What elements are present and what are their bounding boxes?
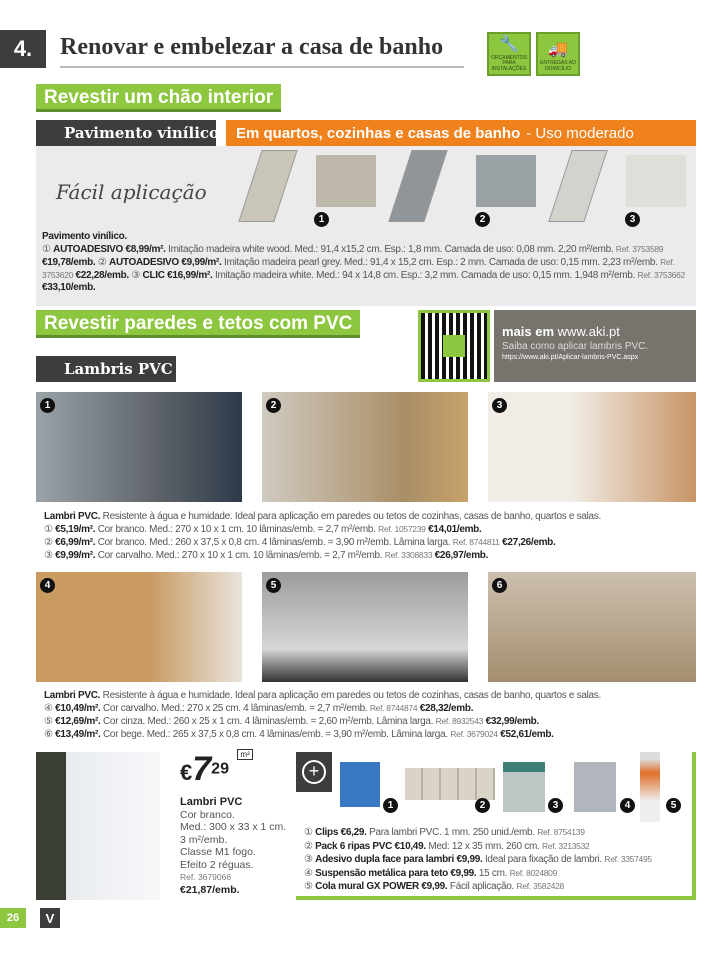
lambris-group1-text [44,511,700,562]
web-info-box[interactable] [494,310,696,382]
badge: 4 [620,798,635,813]
floor-sample-2 [476,155,536,207]
item-total: €14,01/emb. [428,524,482,535]
detail-line: 3 m²/emb. [180,833,228,846]
photo-kitchen [488,392,696,502]
badge: 2 [266,398,281,413]
walls-banner: Revestir paredes e tetos com PVC [36,310,360,338]
plus-icon: + [302,760,326,784]
page-number: 26 [0,908,26,928]
item-ref: Ref. 3213532 [541,840,590,851]
item-desc: Para lambri PVC. 1 mm. 250 unid./emb. [369,827,535,838]
item-ref: Ref. 8744811 [452,537,500,547]
item-ref: Ref. 3753662 [637,270,685,280]
item-ref: Ref. 1057239 [378,524,426,534]
site-link[interactable]: www.aki.pt [557,324,620,339]
badge: 2 [475,212,490,227]
badge: 3 [548,798,563,813]
floor-heading: Pavimento vinílico. [42,231,127,242]
item-desc: Cor carvalho. Med.: 270 x 25 cm. 4 lâminas/emb. = 2,7 m²/emb. [103,703,368,714]
detail-line: Cor branco. [180,808,235,821]
handwritten-note: Fácil aplicação [56,180,207,204]
rooms-text: Em quartos, cozinhas e casas de banho [236,124,521,142]
item-ref: Ref. 8932543 [435,716,484,726]
item-name: Suspensão metálica para teto €9,99. [315,867,477,879]
item-total: €28,32/emb. [419,703,474,714]
featured-details [180,796,286,896]
intro-bold: Lambri PVC. [44,690,101,701]
item-number: ② [97,257,107,268]
currency: € [180,760,193,785]
glue-tube-image [640,752,660,822]
badge: 3 [492,398,507,413]
intro: Resistente à água e humidade. Ideal para aplicação em paredes ou tetos de cozinhas, casas de banho, quartos e salas. [102,511,601,522]
price-int: 7 [192,750,212,788]
photo-living-room [36,392,242,502]
item-desc: Ideal para fixação de lambri. [484,854,602,865]
item-number: ① [44,524,53,535]
service-delivery-badge [536,32,580,76]
item-price: €9,99/m². [55,550,96,561]
price-unit: m² [237,749,252,760]
photo-bedroom [262,392,468,502]
item-ref: Ref. 3357495 [604,854,652,864]
item-name: Pack 6 ripas PVC €10,49. [315,840,426,852]
item-total: €27,26/emb. [502,537,556,548]
badge: 6 [492,578,507,593]
service-budget-badge [487,32,531,76]
item-desc: 15 cm. [478,867,508,879]
item-number: ④ [304,867,313,879]
item-total: €26,97/emb. [434,550,489,561]
featured-total: €21,87/emb. [180,883,240,896]
item-desc: Imitação madeira white. Med.: 94 x 14,8 cm. Esp.: 3,2 mm. Camada de uso: 0,15 mm. 1,948 m²/emb. [215,270,636,281]
item-ref: Ref. 3753589 [615,244,664,254]
floor-description [42,231,692,294]
web-subtitle: Saiba como aplicar lambris PVC. [502,341,649,352]
truck-icon: 🚚 [548,41,568,58]
item-name: AUTOADESIVO €9,99/m². [109,257,222,268]
item-desc: Fácil aplicação. [449,881,515,892]
lambris-label: Lambris PVC [36,356,176,382]
wrench-document-icon: 🔧 [499,35,519,53]
qr-logo-icon [443,335,465,357]
badge: 1 [383,798,398,813]
suspension-image [574,762,616,812]
item-desc: Cor branco. Med.: 260 x 37,5 x 0,8 cm. 4 lâminas/emb. = 3,90 m²/emb. Lâmina larga. [97,537,451,548]
photo-grey-room [262,572,468,682]
usage-bar [226,120,696,146]
item-ref: Ref. 3679024 [450,729,498,739]
web-url[interactable]: https://www.aki.pt/Aplicar-lambris-PVC.aspx [502,354,639,361]
intro: Resistente à água e humidade. Ideal para aplicação em paredes ou tetos de cozinhas, casas de banho, quartos e salas. [102,690,601,701]
photo-bathroom [488,572,696,682]
service-label: ORÇAMENTOS PARA INSTALAÇÕES [491,54,527,72]
badge: 2 [475,798,490,813]
item-number: ③ [131,270,141,281]
item-price: €6,99/m². [55,537,96,548]
item-price: €19,78/emb. [42,257,96,268]
item-desc: Imitação madeira pearl grey. Med.: 91,4 x 15,2 cm. Esp.: 2 mm. Camada de uso: 0,15 mm. 2,23 m²/emb. [223,257,658,268]
ripas-image [405,768,495,800]
item-number: ④ [44,703,53,714]
item-desc: Med: 12 x 35 mm. 260 cm. [428,840,540,852]
item-name: Cola mural GX POWER €9,99. [315,881,448,892]
item-number: ⑤ [44,716,53,727]
item-number: ① [304,827,313,838]
item-number: ③ [304,854,313,865]
item-ref: Ref. 3753620 [42,257,675,280]
item-price: €5,19/m². [55,524,96,535]
item-number: ② [304,840,313,852]
qr-code[interactable] [418,310,490,382]
detail-line: Med.: 300 x 33 x 1 cm. [180,821,287,833]
photo-white-lambri [36,752,160,900]
item-name: AUTOADESIVO €8,99/m². [53,244,166,255]
more-label: mais em [502,324,555,339]
photo-oak-wall [36,572,242,682]
item-number: ① [42,244,51,255]
item-price: €33,10/emb. [42,282,96,293]
badge: 5 [666,798,681,813]
floor-sample-3 [626,155,686,207]
item-desc: Imitação madeira white wood. Med.: 91,4 x15,2 cm. Esp.: 1,8 mm. Camada de uso: 0,08 mm. 2,20 m²/emb. [168,244,614,255]
intro-bold: Lambri PVC. [44,511,101,522]
item-price: €13,49/m². [55,729,101,740]
item-price: €22,28/emb. [75,270,129,281]
badge: 5 [266,578,281,593]
detail-line: Efeito 2 réguas. [180,858,254,871]
accessories-list [304,826,652,894]
service-label: ENTREGAS AO DOMICÍLIO [540,60,576,72]
item-price: €12,69/m². [55,716,101,727]
item-name: CLIC €16,99/m². [142,270,213,281]
featured-name: Lambri PVC [180,796,243,808]
page-title: Renovar e embelezar a casa de banho [60,34,444,60]
badge: 1 [314,212,329,227]
brand-logo: V [40,908,60,928]
section-number: 4. [0,30,46,68]
item-number: ③ [44,550,53,561]
badge: 1 [40,398,55,413]
usage-text: - Uso moderado [526,124,634,142]
item-desc: Cor carvalho. Med.: 270 x 10 x 1 cm. 10 lâminas/emb. = 2,7 m²/emb. [97,550,383,561]
adhesive-image [503,762,545,812]
item-ref: Ref. 8754139 [537,827,585,837]
badge: 4 [40,578,55,593]
item-number: ⑤ [304,881,313,892]
item-ref: Ref. 8744874 [369,703,418,713]
item-ref: Ref. 3308833 [384,550,433,560]
featured-price [180,750,253,796]
floor-banner: Revestir um chão interior [36,84,281,112]
plus-tile [296,752,332,792]
item-ref: Ref. 8024809 [509,867,558,878]
featured-ref: Ref. 3679066 [180,872,232,882]
item-total: €32,99/emb. [485,716,539,727]
item-desc: Cor bege. Med.: 265 x 37,5 x 0,8 cm. 4 lâminas/emb. = 3,90 m²/emb. Lâmina larga. [103,729,448,740]
divider [60,66,464,68]
floor-label: Pavimento vinílico [36,120,216,146]
price-dec: 29 [211,760,229,778]
floor-sample-1 [316,155,376,207]
detail-line: Classe M1 fogo. [180,846,256,858]
lambris-group2-text [44,690,700,741]
badge: 3 [625,212,640,227]
item-price: €10,49/m². [55,703,101,714]
item-total: €52,61/emb. [500,729,554,740]
item-number: ② [44,537,53,548]
item-desc: Cor branco. Med.: 270 x 10 x 1 cm. 10 lâminas/emb. = 2,7 m²/emb. [97,524,376,535]
item-name: Adesivo dupla face para lambri €9,99. [315,854,483,865]
clips-box-image [340,762,380,807]
item-ref: Ref. 3582428 [516,881,564,891]
item-number: ⑥ [44,729,53,740]
item-name: Clips €6,29. [315,827,367,838]
item-desc: Cor cinza. Med.: 260 x 25 x 1 cm. 4 lâminas/emb. = 2,60 m²/emb. Lâmina larga. [103,716,434,727]
